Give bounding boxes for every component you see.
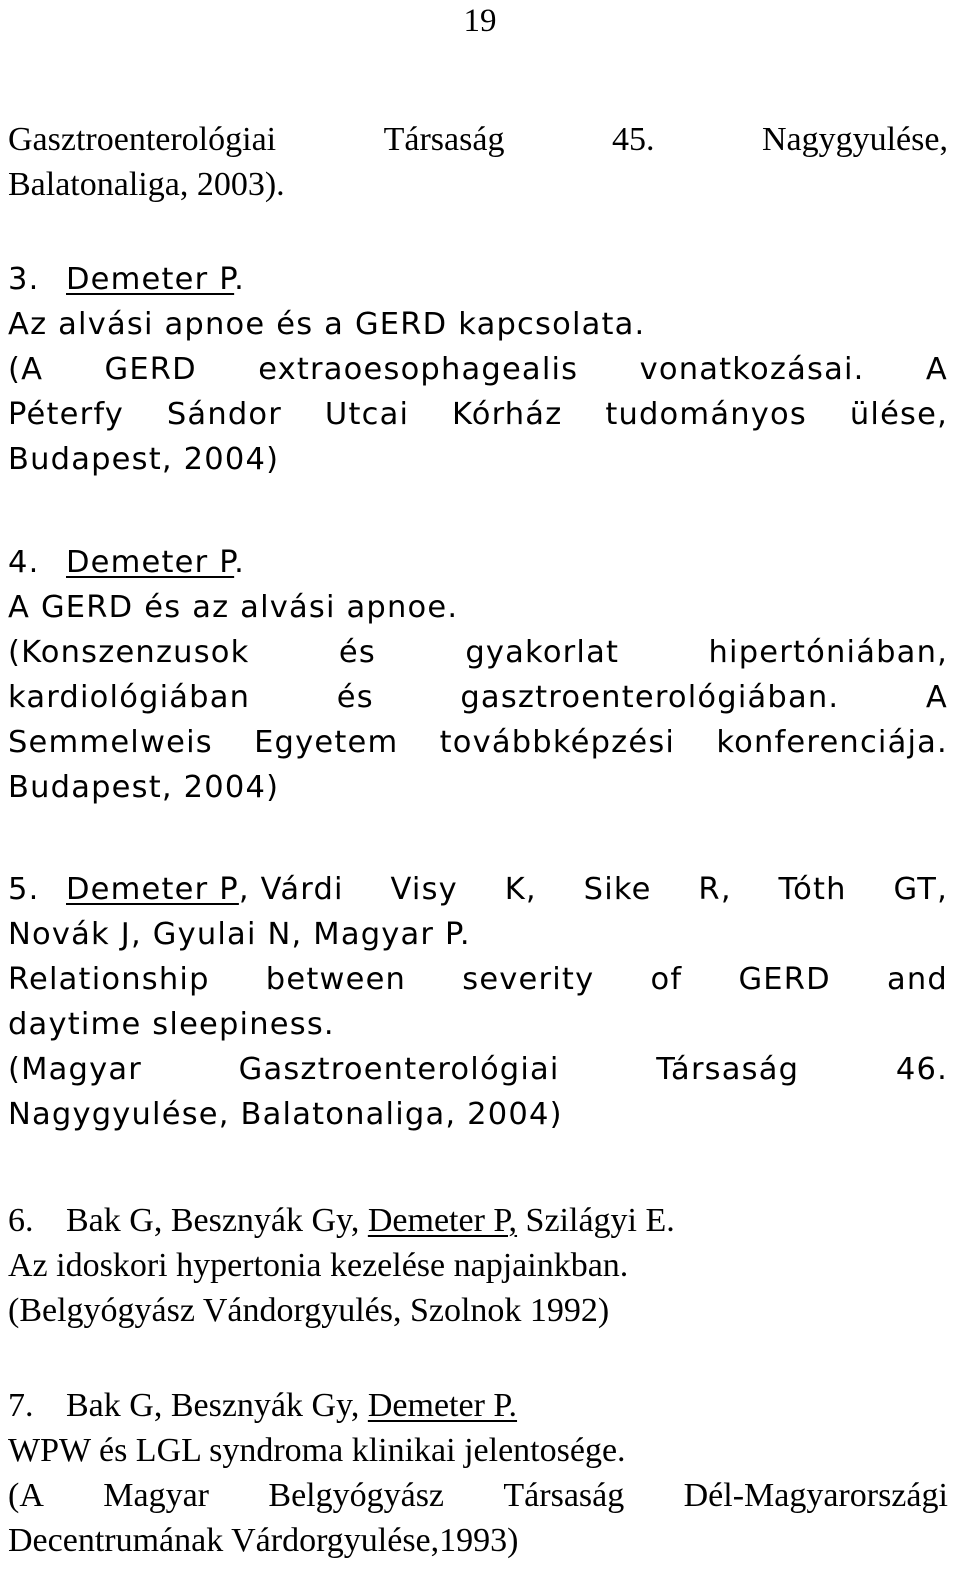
reference-title: Az idoskori hypertonia kezelése napjainkban.	[8, 1247, 629, 1284]
word: GT,	[893, 872, 948, 907]
word: (Magyar	[8, 1052, 142, 1087]
word: Tóth	[778, 872, 847, 907]
author-punct: .	[234, 262, 246, 297]
reference-6	[8, 1198, 948, 1333]
reference-authors: Novák J, Gyulai N, Magyar P.	[8, 917, 471, 952]
word: between	[265, 962, 407, 997]
word: vonatkozásai.	[639, 352, 865, 387]
author-underlined: Demeter P	[66, 262, 235, 297]
reference-5	[8, 867, 948, 1137]
reference-venue	[8, 347, 948, 392]
word: R,	[698, 872, 732, 907]
word: Sándor	[166, 397, 283, 432]
word: (Konszenzusok	[8, 635, 250, 670]
authors-before: Bak G, Besznyák Gy,	[66, 1202, 368, 1239]
word: severity	[462, 962, 595, 997]
authors-after: Szilágyi E.	[517, 1202, 675, 1239]
word: Egyetem	[254, 725, 399, 760]
word: tudományos	[605, 397, 807, 432]
reference-venue	[8, 675, 948, 720]
reference-title: daytime sleepiness.	[8, 1007, 335, 1042]
author-underlined: Demeter P	[66, 872, 239, 907]
word: és	[338, 635, 376, 670]
word: Visy	[390, 872, 458, 907]
reference-venue: (Belgyógyász Vándorgyulés, Szolnok 1992)	[8, 1292, 610, 1329]
author-first	[8, 867, 344, 912]
reference-title: A GERD és az alvási apnoe.	[8, 590, 459, 625]
reference-authors	[8, 257, 948, 302]
reference-venue: Nagygyulése, Balatonaliga, 2004)	[8, 1097, 563, 1132]
author-underlined: Demeter P	[66, 545, 235, 580]
reference-7	[8, 1383, 948, 1563]
word: and	[887, 962, 948, 997]
reference-authors	[8, 1383, 948, 1428]
reference-authors	[8, 540, 948, 585]
reference-number: 4.	[8, 545, 40, 580]
word: Gasztroenterológiai	[238, 1052, 560, 1087]
reference-authors	[8, 867, 948, 912]
word: és	[336, 680, 374, 715]
word: (A	[8, 352, 44, 387]
word: konferenciája.	[716, 725, 948, 760]
word: Sike	[583, 872, 652, 907]
reference-authors	[8, 1198, 948, 1243]
author-punct: .	[234, 545, 246, 580]
word: 45.	[611, 121, 655, 158]
word: kardiológiában	[8, 680, 251, 715]
reference-venue	[8, 720, 948, 765]
reference-3	[8, 257, 948, 482]
reference-continued	[8, 117, 948, 207]
word: , Várdi	[238, 872, 344, 907]
reference-venue: Budapest, 2004)	[8, 770, 280, 805]
author-underlined: Demeter P,	[367, 1202, 518, 1239]
word: Magyar	[103, 1477, 210, 1514]
reference-4	[8, 540, 948, 810]
word: Dél-Magyarországi	[683, 1477, 948, 1514]
word: Utcai	[324, 397, 410, 432]
word: GERD	[104, 352, 197, 387]
word: (A	[8, 1477, 44, 1514]
word: Belgyógyász	[268, 1477, 445, 1514]
word: hipertóniában,	[708, 635, 948, 670]
word: GERD	[738, 962, 831, 997]
word: Kórház	[452, 397, 563, 432]
word: továbbképzési	[439, 725, 676, 760]
reference-title	[8, 957, 948, 1002]
word: extraoesophagealis	[258, 352, 579, 387]
reference-number: 5.	[8, 872, 40, 907]
reference-line: Balatonaliga, 2003).	[8, 166, 285, 203]
word: ülése,	[849, 397, 948, 432]
word: Péterfy	[8, 397, 124, 432]
word: 46.	[895, 1052, 948, 1087]
reference-number: 7.	[8, 1387, 34, 1424]
word: A	[925, 352, 948, 387]
reference-title: WPW és LGL syndroma klinikai jelentosége.	[8, 1432, 626, 1469]
reference-venue	[8, 630, 948, 675]
word: Semmelweis	[8, 725, 213, 760]
author-underlined: Demeter P.	[367, 1387, 518, 1424]
word: gyakorlat	[465, 635, 620, 670]
reference-number: 6.	[8, 1202, 34, 1239]
word: K,	[504, 872, 537, 907]
word: Relationship	[8, 962, 210, 997]
authors-before: Bak G, Besznyák Gy,	[66, 1387, 368, 1424]
word: gasztroenterológiában.	[460, 680, 840, 715]
word: Gasztroenterológiai	[8, 121, 277, 158]
word: Társaság	[656, 1052, 800, 1087]
reference-venue: Decentrumának Várdorgyulése,1993)	[8, 1522, 519, 1559]
word: Társaság	[503, 1477, 625, 1514]
reference-venue	[8, 1047, 948, 1092]
word: A	[925, 680, 948, 715]
reference-venue	[8, 1473, 948, 1518]
reference-venue: Budapest, 2004)	[8, 442, 280, 477]
word: of	[650, 962, 683, 997]
page-number: 19	[463, 3, 497, 39]
word: Társaság	[383, 121, 505, 158]
reference-venue	[8, 392, 948, 437]
reference-number: 3.	[8, 262, 40, 297]
word: Nagygyulése,	[761, 121, 948, 158]
reference-line	[8, 117, 948, 162]
reference-title: Az alvási apnoe és a GERD kapcsolata.	[8, 307, 646, 342]
